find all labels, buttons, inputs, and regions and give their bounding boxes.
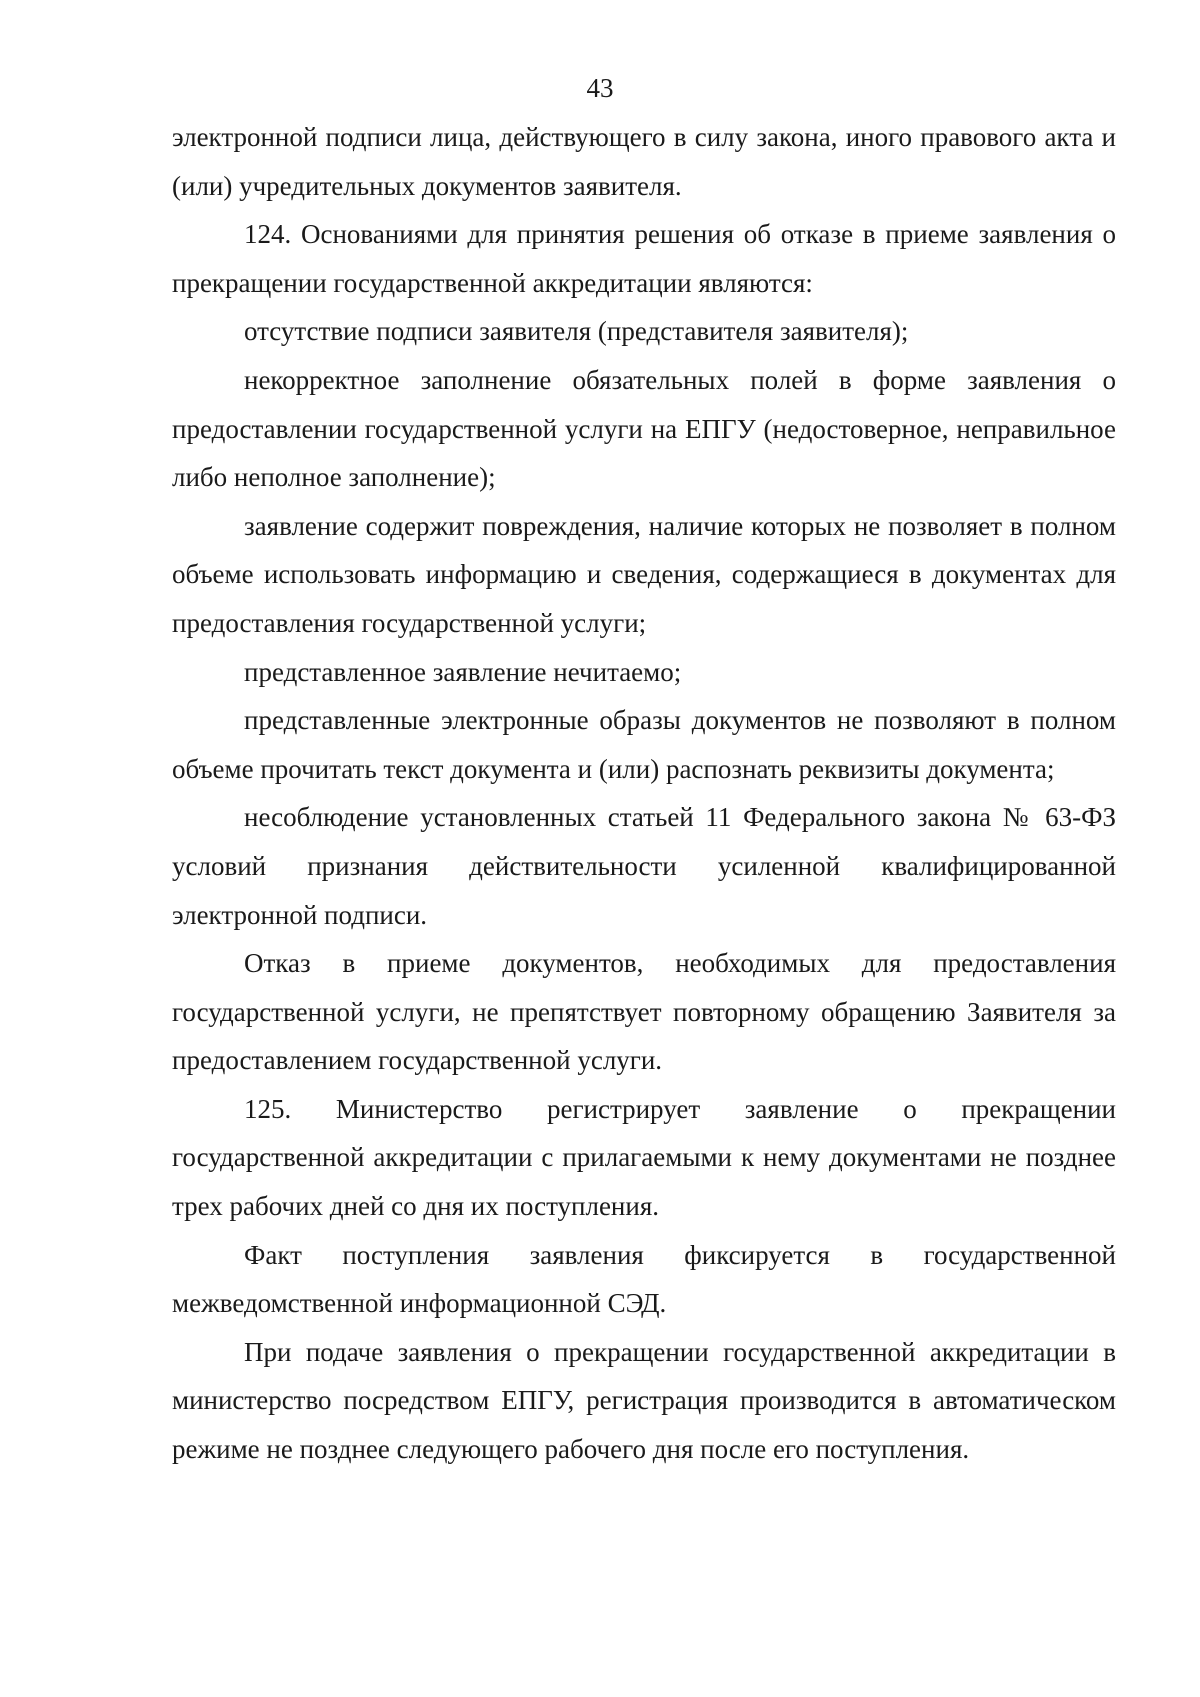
document-body [172, 113, 1116, 1474]
paragraph-ground-no-signature: отсутствие подписи заявителя (представителя заявителя); [244, 316, 909, 347]
paragraph-ground-unreadable: представленное заявление нечитаемо; [244, 656, 682, 687]
paragraph-ground-images: представленные электронные образы документов не позволяют в полном объеме прочитать текст документа и (или) распознать реквизиты документа; [172, 705, 1116, 784]
paragraph-ground-signature-validity: несоблюдение установленных статьей 11 Федерального закона № 63-ФЗ условий признания действительности усиленной квалифицированной электронной подписи. [172, 802, 1116, 930]
paragraph-refusal-note: Отказ в приеме документов, необходимых для предоставления государственной услуги, не препятствует повторному обращению Заявителя за предоставлением государственной услуги. [172, 948, 1116, 1076]
paragraph-ground-incorrect-fields: некорректное заполнение обязательных полей в форме заявления о предоставлении государственной услуги на ЕПГУ (недостоверное, неправильное либо неполное заполнение); [172, 364, 1116, 493]
paragraph-item-124: 124. Основаниями для принятия решения об отказе в приеме заявления о прекращении государственной аккредитации являются: [172, 219, 1116, 298]
paragraph-ground-damaged: заявление содержит повреждения, наличие которых не позволяет в полном объеме использовать информацию и сведения, содержащиеся в документах для предоставления государственной услуги; [172, 510, 1116, 638]
paragraph-receipt-fact: Факт поступления заявления фиксируется в государственной межведомственной информационной СЭД. [172, 1239, 1116, 1319]
paragraph-continuation: электронной подписи лица, действующего в силу закона, иного правового акта и (или) учредительных документов заявителя. [172, 122, 1116, 201]
page-number: 43 [586, 73, 614, 103]
paragraph-item-125: 125. Министерство регистрирует заявление о прекращении государственной аккредитации с прилагаемыми к нему документами не позднее трех рабочих дней со дня их поступления. [172, 1093, 1116, 1222]
paragraph-epgu-registration: При подаче заявления о прекращении государственной аккредитации в министерство посредством ЕПГУ, регистрация производится в автоматическом режиме не позднее следующего рабочего дня после его поступления. [172, 1336, 1116, 1465]
